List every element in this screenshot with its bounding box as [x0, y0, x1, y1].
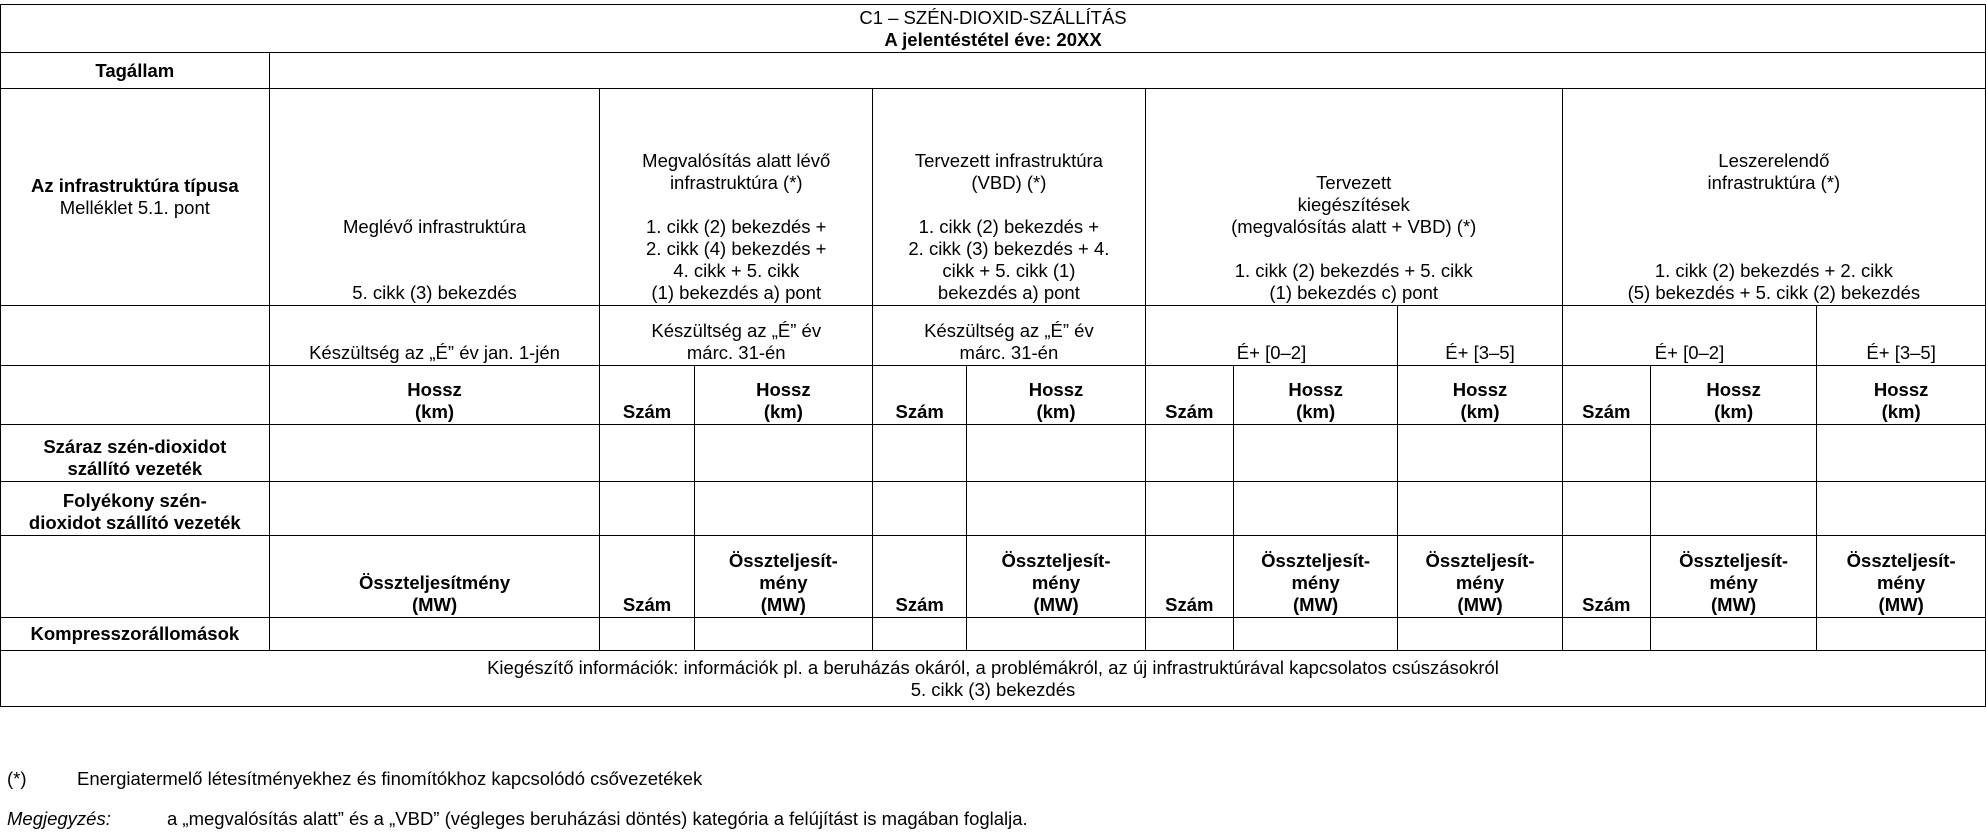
data-cell[interactable]	[1562, 482, 1650, 536]
footnote-star	[7, 768, 702, 790]
planned-header	[873, 89, 1146, 306]
liquid-co2-pipeline-label	[1, 482, 270, 536]
status-planned	[873, 306, 1146, 366]
ossz1: Összteljesít-	[1261, 550, 1371, 571]
data-cell[interactable]	[1398, 482, 1562, 536]
km: (km)	[1714, 401, 1754, 422]
uc-ref-4: (1) bekezdés a) pont	[651, 282, 822, 303]
table-title	[1, 5, 1986, 53]
hossz: Hossz	[1452, 379, 1508, 400]
data-cell[interactable]	[1650, 425, 1816, 482]
existing-ref: 5. cikk (3) bekezdés	[352, 282, 517, 303]
uc-name-1: Megvalósítás alatt lévő	[642, 150, 831, 171]
dry-co2-pipeline-label	[1, 425, 270, 482]
mw: (MW)	[1711, 594, 1757, 615]
mw: (MW)	[1878, 594, 1924, 615]
capacity-header	[1650, 536, 1816, 618]
infrastructure-type-ref: Melléklet 5.1. pont	[59, 197, 210, 218]
liquid-l2: dioxidot szállító vezeték	[28, 512, 241, 533]
hossz: Hossz	[407, 379, 462, 400]
additional-info-text: Kiegészítő információk: információk pl. a beruházás okáról, a problémákról, az új infrastruktúrával kapcsolatos csúszásokról	[487, 656, 1499, 678]
data-cell[interactable]	[600, 425, 694, 482]
km: (km)	[1296, 401, 1336, 422]
mw: (MW)	[1293, 594, 1339, 615]
hossz: Hossz	[1706, 379, 1761, 400]
length-header	[1650, 366, 1816, 425]
count-header: Szám	[600, 536, 694, 618]
mw: (MW)	[411, 594, 458, 615]
ext-ref-1: 1. cikk (2) bekezdés + 5. cikk	[1234, 260, 1473, 281]
dec-ref-1: 1. cikk (2) bekezdés + 2. cikk	[1654, 260, 1893, 281]
ossz2: mény	[1709, 572, 1758, 593]
footnote-mark: (*)	[7, 768, 27, 789]
length-header	[1817, 366, 1986, 425]
reporting-year: A jelentéstétel éve: 20XX	[884, 29, 1102, 50]
data-cell[interactable]	[269, 482, 600, 536]
capacity-header	[269, 536, 600, 618]
km: (km)	[1036, 401, 1076, 422]
length-header	[967, 366, 1145, 425]
ossz2: mény	[1291, 572, 1340, 593]
length-header	[269, 366, 600, 425]
ossz1: Összteljesít-	[1846, 550, 1956, 571]
status-ext-0-2: É+ [0–2]	[1145, 306, 1398, 366]
compressor-stations-label: Kompresszorállomások	[1, 618, 270, 651]
dry-l2: szállító vezeték	[67, 458, 203, 479]
count-header: Szám	[1562, 366, 1650, 425]
ossz2: mény	[759, 572, 808, 593]
existing-name: Meglévő infrastruktúra	[343, 216, 527, 237]
status-under-construction	[600, 306, 873, 366]
km: (km)	[415, 401, 455, 422]
length-header	[1398, 366, 1562, 425]
ext-name-2: kiegészítések	[1297, 194, 1410, 215]
km: (km)	[763, 401, 803, 422]
length-header	[694, 366, 872, 425]
note-label: Megjegyzés:	[7, 808, 111, 829]
data-cell[interactable]	[1562, 425, 1650, 482]
pl-name-2: (VBD) (*)	[971, 172, 1047, 193]
uc-ref-2: 2. cikk (4) bekezdés +	[646, 238, 827, 259]
count-header: Szám	[600, 366, 694, 425]
data-cell[interactable]	[1650, 482, 1816, 536]
data-cell[interactable]	[1145, 425, 1233, 482]
footnote-note	[7, 808, 1028, 830]
data-cell[interactable]	[967, 618, 1145, 651]
ossz1: Összteljesít-	[1001, 550, 1111, 571]
uc-ref-3: 4. cikk + 5. cikk	[673, 260, 800, 281]
unit-row-label	[1, 366, 270, 425]
data-cell[interactable]	[967, 425, 1145, 482]
data-cell[interactable]	[1650, 618, 1816, 651]
data-cell[interactable]	[1398, 618, 1562, 651]
ext-name-1: Tervezett	[1316, 172, 1392, 193]
data-cell[interactable]	[600, 618, 694, 651]
data-cell[interactable]	[694, 425, 872, 482]
capacity-header	[694, 536, 872, 618]
count-header: Szám	[873, 366, 967, 425]
count-header: Szám	[873, 536, 967, 618]
ext-name-3: (megvalósítás alatt + VBD) (*)	[1231, 216, 1477, 237]
dec-ref-2: (5) bekezdés + 5. cikk (2) bekezdés	[1627, 282, 1921, 303]
data-cell[interactable]	[1233, 482, 1397, 536]
mw: (MW)	[1457, 594, 1503, 615]
status-ext-3-5: É+ [3–5]	[1398, 306, 1562, 366]
ossz2: mény	[1031, 572, 1081, 593]
data-cell[interactable]	[1562, 618, 1650, 651]
pl-ref-2: 2. cikk (3) bekezdés + 4.	[908, 238, 1110, 259]
c1-co2-transport-table	[0, 4, 1986, 707]
status-pl-1: Készültség az „É” év	[924, 320, 1094, 341]
km: (km)	[1881, 401, 1921, 422]
table-row	[1, 425, 1986, 482]
liquid-l1: Folyékony szén-	[62, 490, 207, 511]
data-cell[interactable]	[1817, 482, 1986, 536]
count-header: Szám	[1145, 366, 1233, 425]
data-cell[interactable]	[873, 425, 967, 482]
count-header: Szám	[1145, 536, 1233, 618]
data-cell[interactable]	[1817, 618, 1986, 651]
capacity-unit-row	[1, 536, 1986, 618]
status-pl-2: márc. 31-én	[959, 342, 1059, 363]
unit-row-label	[1, 536, 270, 618]
hossz: Hossz	[1288, 379, 1343, 400]
capacity-header	[1817, 536, 1986, 618]
hossz: Hossz	[1873, 379, 1929, 400]
mw: (MW)	[1033, 594, 1079, 615]
table-row	[1, 482, 1986, 536]
status-dec-3-5: É+ [3–5]	[1817, 306, 1986, 366]
ossz1: Összteljesít-	[1679, 550, 1789, 571]
data-cell[interactable]	[1145, 482, 1233, 536]
uc-ref-1: 1. cikk (2) bekezdés +	[646, 216, 827, 237]
data-cell[interactable]	[600, 482, 694, 536]
pl-ref-4: bekezdés a) pont	[937, 282, 1080, 303]
additional-info-ref: 5. cikk (3) bekezdés	[910, 678, 1076, 700]
planned-extensions-header	[1145, 89, 1562, 306]
km: (km)	[1460, 401, 1500, 422]
status-dec-0-2: É+ [0–2]	[1562, 306, 1817, 366]
ossz1: Összteljesít-	[728, 550, 838, 571]
capacity-header	[967, 536, 1145, 618]
dec-name-2: infrastruktúra (*)	[1707, 172, 1841, 193]
count-header: Szám	[1562, 536, 1650, 618]
infrastructure-type-label	[1, 89, 270, 306]
length-header	[1233, 366, 1397, 425]
member-state-value[interactable]	[269, 53, 1985, 89]
status-uc-1: Készültség az „É” év	[651, 320, 822, 341]
ossz2: mény	[1876, 572, 1926, 593]
member-state-label: Tagállam	[1, 53, 270, 89]
note-text: a „megvalósítás alatt” és a „VBD” (végleges beruházási döntés) kategória a felújítást is magában foglalja.	[167, 808, 1028, 829]
decommission-header	[1562, 89, 1985, 306]
ext-ref-2: (1) bekezdés c) pont	[1269, 282, 1439, 303]
table-row	[1, 618, 1986, 651]
capacity-header	[1233, 536, 1397, 618]
pl-ref-3: cikk + 5. cikk (1)	[942, 260, 1076, 281]
data-cell[interactable]	[1398, 425, 1562, 482]
pl-name-1: Tervezett infrastruktúra	[914, 150, 1103, 171]
ossz: Összteljesítmény	[358, 572, 511, 593]
ossz1: Összteljesít-	[1425, 550, 1535, 571]
pl-ref-1: 1. cikk (2) bekezdés +	[918, 216, 1100, 237]
existing-infrastructure-header	[269, 89, 600, 306]
infrastructure-type-title: Az infrastruktúra típusa	[30, 175, 239, 196]
under-construction-header	[600, 89, 873, 306]
data-cell[interactable]	[1233, 618, 1397, 651]
data-cell[interactable]	[1817, 425, 1986, 482]
additional-info[interactable]	[1, 651, 1986, 707]
ossz2: mény	[1455, 572, 1505, 593]
uc-name-2: infrastruktúra (*)	[669, 172, 803, 193]
capacity-header	[1398, 536, 1562, 618]
dec-name-1: Leszerelendő	[1718, 150, 1830, 171]
mw: (MW)	[760, 594, 806, 615]
data-cell[interactable]	[873, 482, 967, 536]
footnote-text: Energiatermelő létesítményekhez és finomítókhoz kapcsolódó csővezetékek	[77, 768, 703, 789]
length-unit-row	[1, 366, 1986, 425]
data-cell[interactable]	[1233, 425, 1397, 482]
status-existing: Készültség az „É” év jan. 1-jén	[269, 306, 600, 366]
dry-l1: Száraz szén-dioxidot	[43, 436, 227, 457]
data-cell[interactable]	[694, 482, 872, 536]
hossz: Hossz	[756, 379, 811, 400]
status-uc-2: márc. 31-én	[686, 342, 786, 363]
data-cell[interactable]	[967, 482, 1145, 536]
data-cell[interactable]	[694, 618, 872, 651]
table-title-line1: C1 – SZÉN-DIOXID-SZÁLLÍTÁS	[859, 7, 1127, 28]
data-cell[interactable]	[269, 425, 600, 482]
status-row-label	[1, 306, 270, 366]
data-cell[interactable]	[269, 618, 600, 651]
hossz: Hossz	[1028, 379, 1084, 400]
data-cell[interactable]	[1145, 618, 1233, 651]
data-cell[interactable]	[873, 618, 967, 651]
